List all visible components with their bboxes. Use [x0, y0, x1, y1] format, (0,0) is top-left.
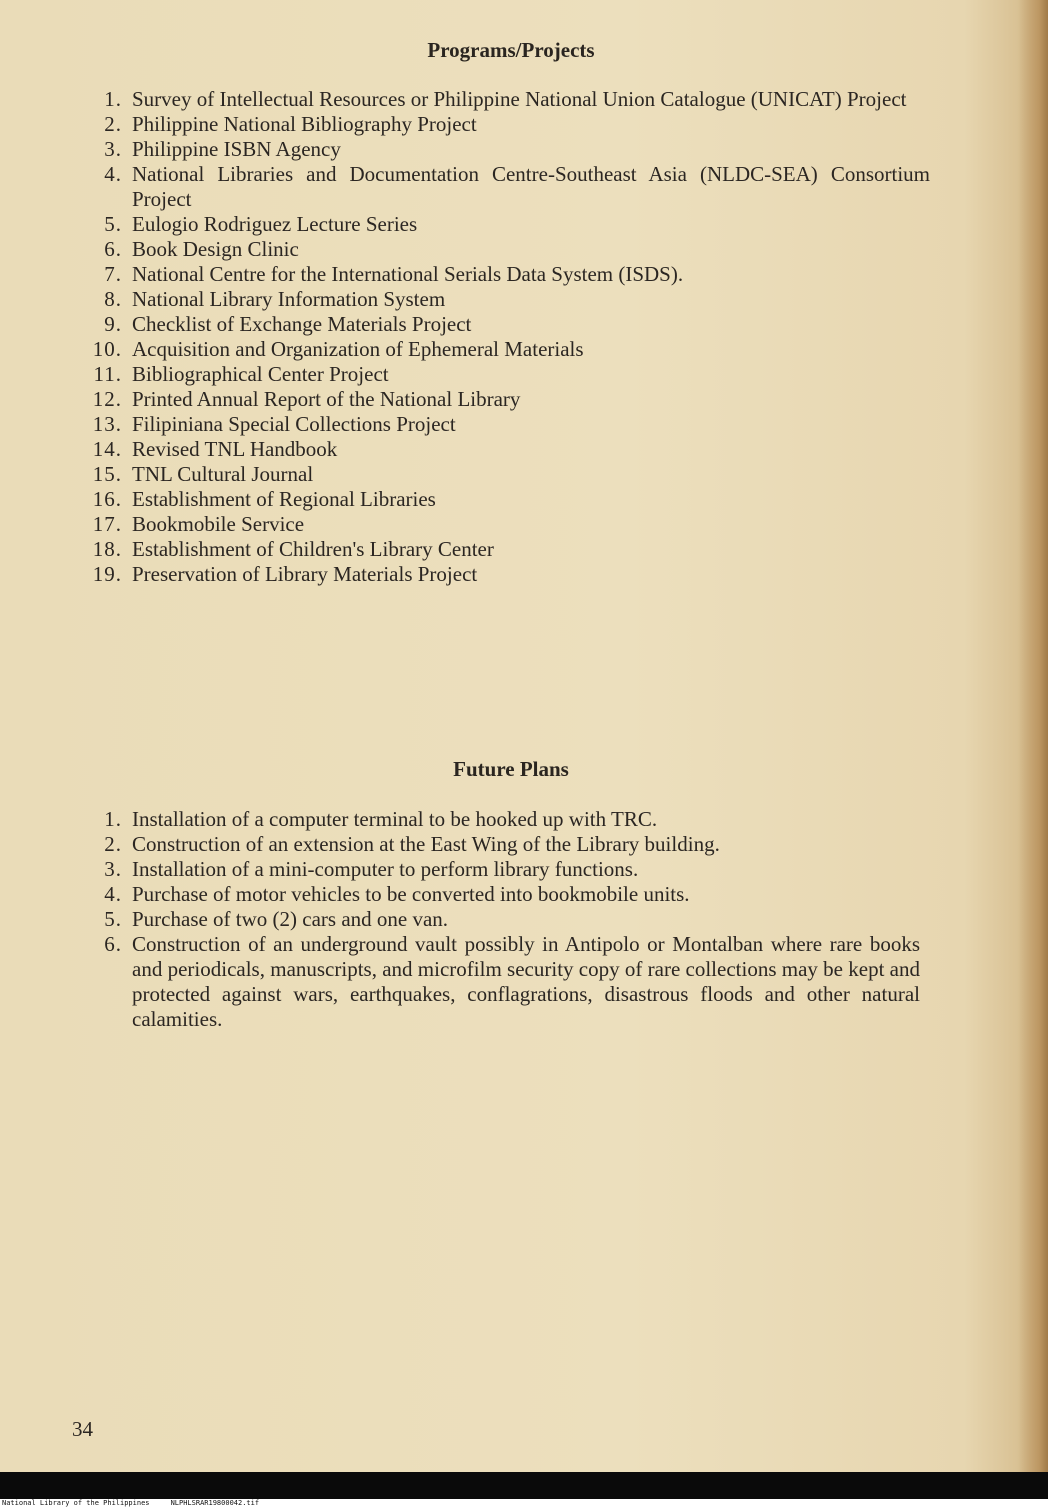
- list-item: [80, 112, 930, 137]
- item-number: 9.: [104, 312, 122, 336]
- item-number: 5.: [104, 907, 122, 931]
- item-text: Establishment of Children's Library Center: [132, 537, 494, 561]
- list-item: [80, 87, 930, 112]
- item-number: 14.: [92, 437, 122, 461]
- list-item: [80, 807, 920, 832]
- item-text: Philippine National Bibliography Project: [132, 112, 477, 136]
- item-text: Philippine ISBN Agency: [132, 137, 341, 161]
- item-number: 1.: [104, 807, 122, 831]
- item-number: 6.: [104, 932, 122, 956]
- item-number: 12.: [92, 387, 122, 411]
- item-number: 2.: [104, 832, 122, 856]
- item-text: National Centre for the International Serials Data System (ISDS).: [132, 262, 684, 286]
- list-item: [80, 832, 920, 857]
- item-number: 3.: [104, 857, 122, 881]
- item-text: Printed Annual Report of the National Library: [132, 387, 521, 411]
- item-text: Survey of Intellectual Resources or Philippine National Union Catalogue (UNICAT) Project: [132, 87, 907, 111]
- item-number: 4.: [104, 882, 122, 906]
- item-text: Revised TNL Handbook: [132, 437, 338, 461]
- list-item: [80, 237, 930, 262]
- list-item: [80, 337, 930, 362]
- item-number: 1.: [104, 87, 122, 111]
- list-item: [80, 512, 930, 537]
- item-text: Installation of a computer terminal to be hooked up with TRC.: [132, 807, 658, 831]
- list-item: [80, 362, 930, 387]
- list-item: [80, 212, 930, 237]
- list-item: [80, 907, 920, 932]
- item-text: TNL Cultural Journal: [132, 462, 314, 486]
- list-item: [80, 857, 920, 882]
- item-number: 16.: [92, 487, 122, 511]
- item-text: Book Design Clinic: [132, 237, 299, 261]
- item-text: National Library Information System: [132, 287, 446, 311]
- page-number: 34: [72, 1417, 93, 1441]
- item-number: 6.: [104, 237, 122, 261]
- list-item: [80, 162, 930, 212]
- list-item: [80, 137, 930, 162]
- list-item: [80, 487, 930, 512]
- item-text: Filipiniana Special Collections Project: [132, 412, 456, 436]
- item-number: 7.: [104, 262, 122, 286]
- item-number: 5.: [104, 212, 122, 236]
- item-text: Construction of an extension at the East Wing of the Library building.: [132, 832, 720, 856]
- item-text: Construction of an underground vault possibly in Antipolo or Montalban where rare books and periodicals, manuscripts, and microfilm security copy of rare collections may be kept and protected against wars, earthquakes, conflagrations, disastrous floods and other natural calamities.: [132, 932, 920, 1031]
- list-item: [80, 387, 930, 412]
- list-item: [80, 262, 930, 287]
- item-text: Checklist of Exchange Materials Project: [132, 312, 472, 336]
- future-plans-heading: Future Plans: [453, 757, 569, 781]
- item-text: Installation of a mini-computer to perform library functions.: [132, 857, 639, 881]
- item-text: Eulogio Rodriguez Lecture Series: [132, 212, 418, 236]
- item-number: 15.: [92, 462, 122, 486]
- scan-caption: National Library of the Philippines NLPHLSRAR19800042.tif: [2, 1499, 260, 1507]
- item-number: 19.: [92, 562, 122, 586]
- list-item: [80, 312, 930, 337]
- item-number: 2.: [104, 112, 122, 136]
- list-item: [80, 537, 930, 562]
- item-text: Bookmobile Service: [132, 512, 305, 536]
- item-number: 4.: [104, 162, 122, 186]
- programs-list: [80, 87, 930, 587]
- item-number: 13.: [92, 412, 122, 436]
- programs-heading: Programs/Projects: [427, 38, 595, 62]
- scan-footer-bar: [0, 1472, 1048, 1499]
- item-text: Purchase of two (2) cars and one van.: [132, 907, 449, 931]
- item-text: National Libraries and Documentation Centre-Southeast Asia (NLDC-SEA) Consortium Project: [132, 162, 930, 211]
- item-number: 3.: [104, 137, 122, 161]
- list-item: [80, 287, 930, 312]
- list-item: [80, 412, 930, 437]
- item-number: 18.: [92, 537, 122, 561]
- item-number: 11.: [93, 362, 122, 386]
- list-item: [80, 437, 930, 462]
- item-text: Bibliographical Center Project: [132, 362, 389, 386]
- item-text: Preservation of Library Materials Project: [132, 562, 478, 586]
- item-text: Purchase of motor vehicles to be converted into bookmobile units.: [132, 882, 690, 906]
- item-number: 10.: [92, 337, 122, 361]
- list-item: [80, 882, 920, 907]
- item-text: Acquisition and Organization of Ephemeral Materials: [132, 337, 584, 361]
- list-item: [80, 932, 920, 1032]
- future-plans-list: [80, 807, 920, 1032]
- list-item: [80, 562, 930, 587]
- list-item: [80, 462, 930, 487]
- item-number: 17.: [92, 512, 122, 536]
- item-text: Establishment of Regional Libraries: [132, 487, 436, 511]
- item-number: 8.: [104, 287, 122, 311]
